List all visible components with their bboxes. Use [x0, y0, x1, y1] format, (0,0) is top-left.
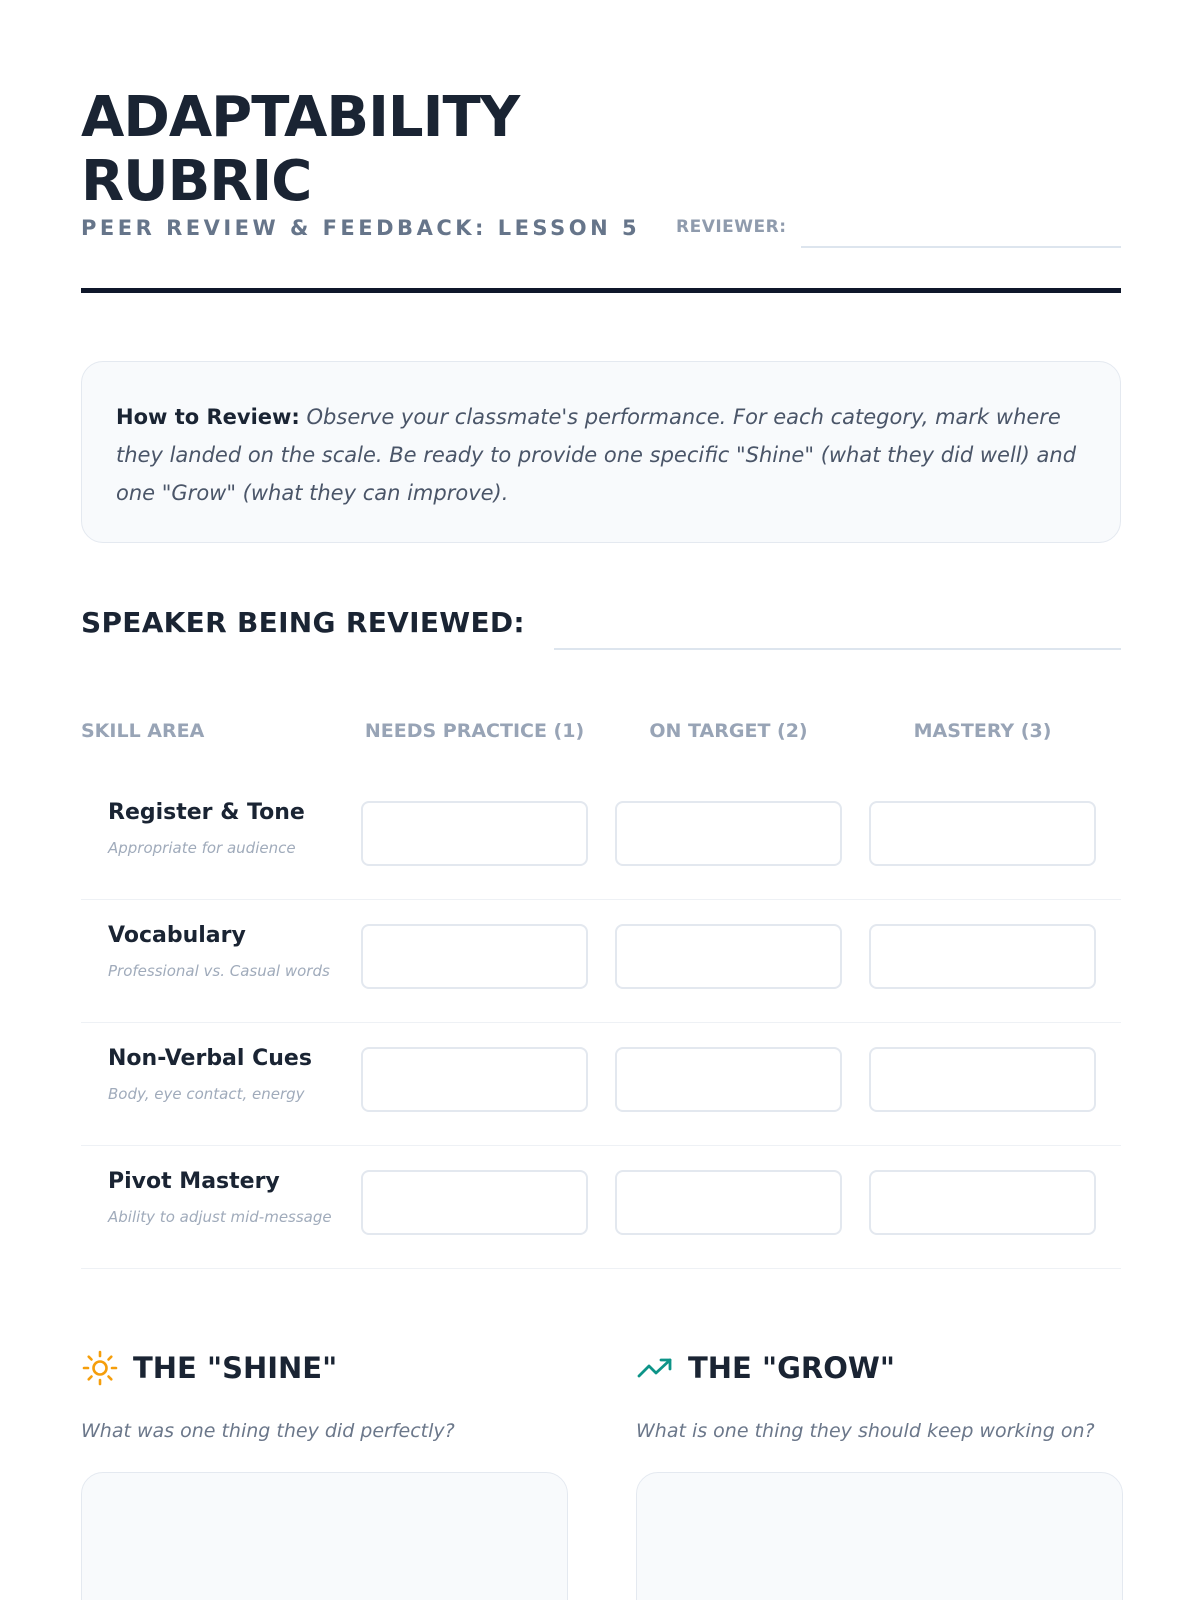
score-box-mastery[interactable]: [869, 1170, 1096, 1235]
page-title: ADAPTABILITY RUBRIC: [81, 85, 520, 214]
table-row: [81, 899, 1121, 1023]
grow-prompt: What is one thing they should keep working on?: [636, 1420, 1095, 1442]
shine-heading: [81, 1348, 337, 1388]
speaker-label: SPEAKER BEING REVIEWED:: [81, 606, 525, 639]
score-box-on-target[interactable]: [615, 1047, 842, 1112]
speaker-field[interactable]: [554, 628, 1121, 650]
header-divider: [81, 288, 1121, 293]
column-header-on-target: ON TARGET (2): [649, 720, 808, 742]
instructions-box: [81, 361, 1121, 543]
reviewer-label: REVIEWER:: [676, 217, 787, 237]
grow-response-box[interactable]: [636, 1472, 1123, 1600]
skill-name: Non-Verbal Cues: [108, 1046, 312, 1071]
shine-prompt: What was one thing they did perfectly?: [81, 1420, 455, 1442]
sun-icon: [81, 1349, 119, 1387]
score-box-needs-practice[interactable]: [361, 924, 588, 989]
skill-name: Register & Tone: [108, 800, 305, 825]
table-row: [81, 1022, 1121, 1146]
trending-up-icon: [636, 1349, 674, 1387]
skill-name: Vocabulary: [108, 923, 246, 948]
skill-description: Professional vs. Casual words: [108, 962, 330, 980]
column-header-skill-area: SKILL AREA: [81, 720, 205, 742]
column-header-needs-practice: NEEDS PRACTICE (1): [364, 720, 585, 742]
skill-description: Appropriate for audience: [108, 839, 296, 857]
score-box-on-target[interactable]: [615, 924, 842, 989]
instructions-lead: How to Review:: [116, 405, 300, 429]
skill-description: Ability to adjust mid-message: [108, 1208, 332, 1226]
score-box-needs-practice[interactable]: [361, 1170, 588, 1235]
column-header-mastery: MASTERY (3): [913, 720, 1052, 742]
rubric-page: [81, 0, 1121, 1600]
page-subtitle: PEER REVIEW & FEEDBACK: LESSON 5: [81, 216, 641, 240]
score-box-mastery[interactable]: [869, 924, 1096, 989]
skill-description: Body, eye contact, energy: [108, 1085, 305, 1103]
shine-title: THE "SHINE": [133, 1351, 338, 1385]
grow-heading: [636, 1348, 895, 1388]
score-box-on-target[interactable]: [615, 801, 842, 866]
shine-response-box[interactable]: [81, 1472, 568, 1600]
score-box-mastery[interactable]: [869, 1047, 1096, 1112]
instructions-body: Observe your classmate's performance. For each category, mark where they landed on the scale. Be ready to provide one specific "Shine" (what they did well) and one "Grow" (what they can improve).: [116, 405, 1077, 505]
skill-name: Pivot Mastery: [108, 1169, 280, 1194]
score-box-mastery[interactable]: [869, 801, 1096, 866]
score-box-needs-practice[interactable]: [361, 801, 588, 866]
score-box-needs-practice[interactable]: [361, 1047, 588, 1112]
table-row: [81, 1145, 1121, 1269]
table-row: [81, 776, 1121, 900]
grow-title: THE "GROW": [688, 1351, 895, 1385]
reviewer-field[interactable]: [801, 232, 1121, 248]
score-box-on-target[interactable]: [615, 1170, 842, 1235]
